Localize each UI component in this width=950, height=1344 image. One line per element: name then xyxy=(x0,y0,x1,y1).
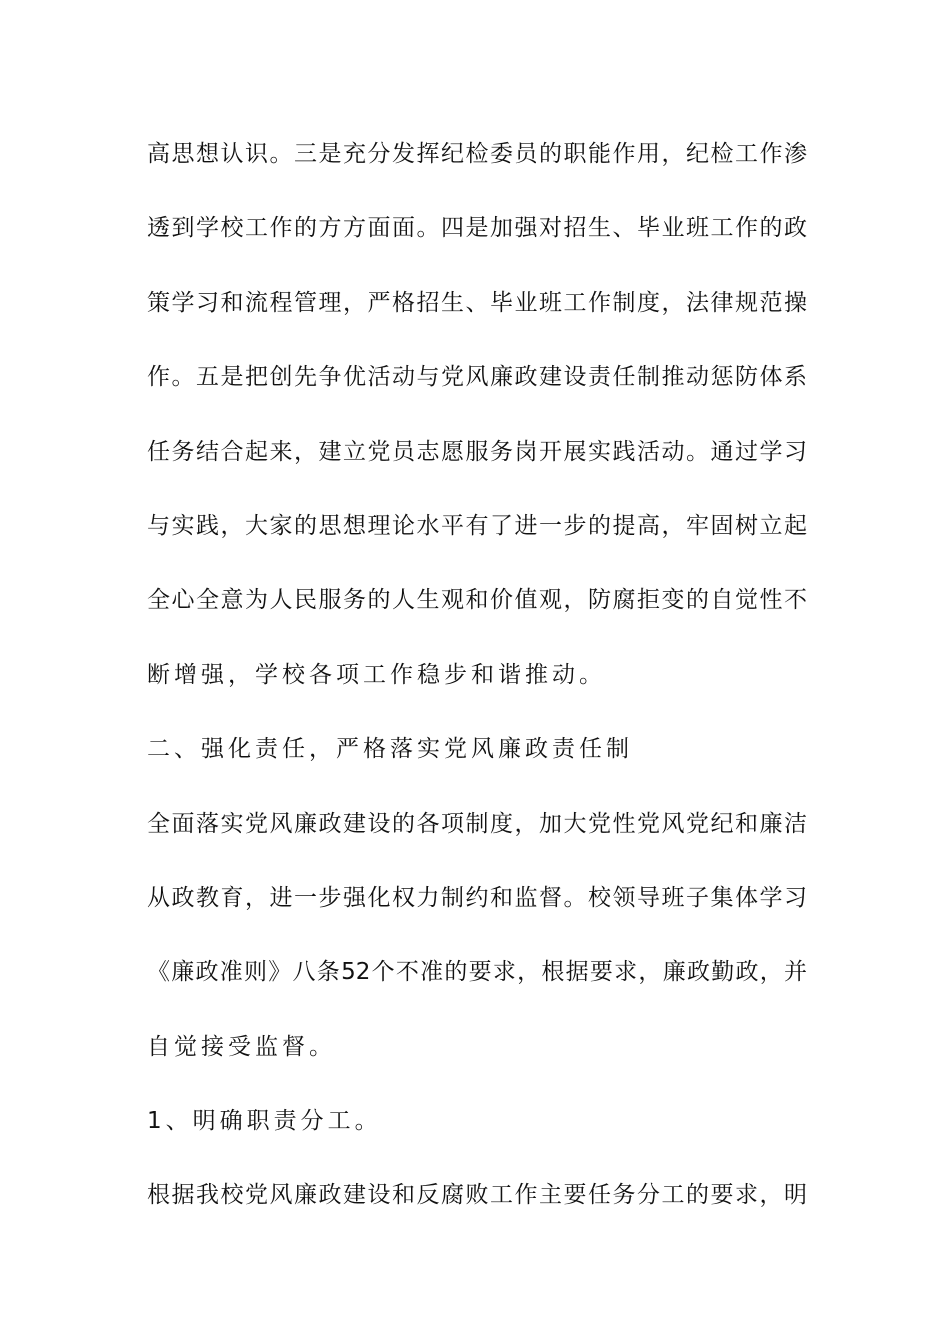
subsection-heading: 1、明确职责分工。 xyxy=(147,1108,382,1135)
paragraph-line: 作。五是把创先争优活动与党风廉政建设责任制推动惩防体系 xyxy=(147,364,807,391)
paragraph-line: 高思想认识。三是充分发挥纪检委员的职能作用，纪检工作渗 xyxy=(147,141,807,167)
paragraph-line: 自觉接受监督。 xyxy=(147,1033,336,1060)
paragraph-line: 《廉政准则》八条52个不准的要求，根据要求，廉政勤政，并 xyxy=(147,959,807,986)
document-body xyxy=(147,128,807,1244)
paragraph-line: 全心全意为人民服务的人生观和价值观，防腐拒变的自觉性不 xyxy=(147,587,807,614)
paragraph-line: 从政教育，进一步强化权力制约和监督。校领导班子集体学习 xyxy=(147,884,807,911)
paragraph-line: 透到学校工作的方方面面。四是加强对招生、毕业班工作的政 xyxy=(147,215,807,242)
paragraph-line: 与实践，大家的思想理论水平有了进一步的提高，牢固树立起 xyxy=(147,512,807,539)
section-heading: 二、强化责任，严格落实党风廉政责任制 xyxy=(147,736,633,763)
paragraph-line: 断增强，学校各项工作稳步和谐推动。 xyxy=(147,661,606,688)
paragraph-line: 根据我校党风廉政建设和反腐败工作主要任务分工的要求，明 xyxy=(147,1182,807,1209)
paragraph-line: 策学习和流程管理，严格招生、毕业班工作制度，法律规范操 xyxy=(147,289,807,316)
paragraph-line: 任务结合起来，建立党员志愿服务岗开展实践活动。通过学习 xyxy=(147,438,807,465)
paragraph-line: 全面落实党风廉政建设的各项制度，加大党性党风党纪和廉洁 xyxy=(147,810,807,837)
